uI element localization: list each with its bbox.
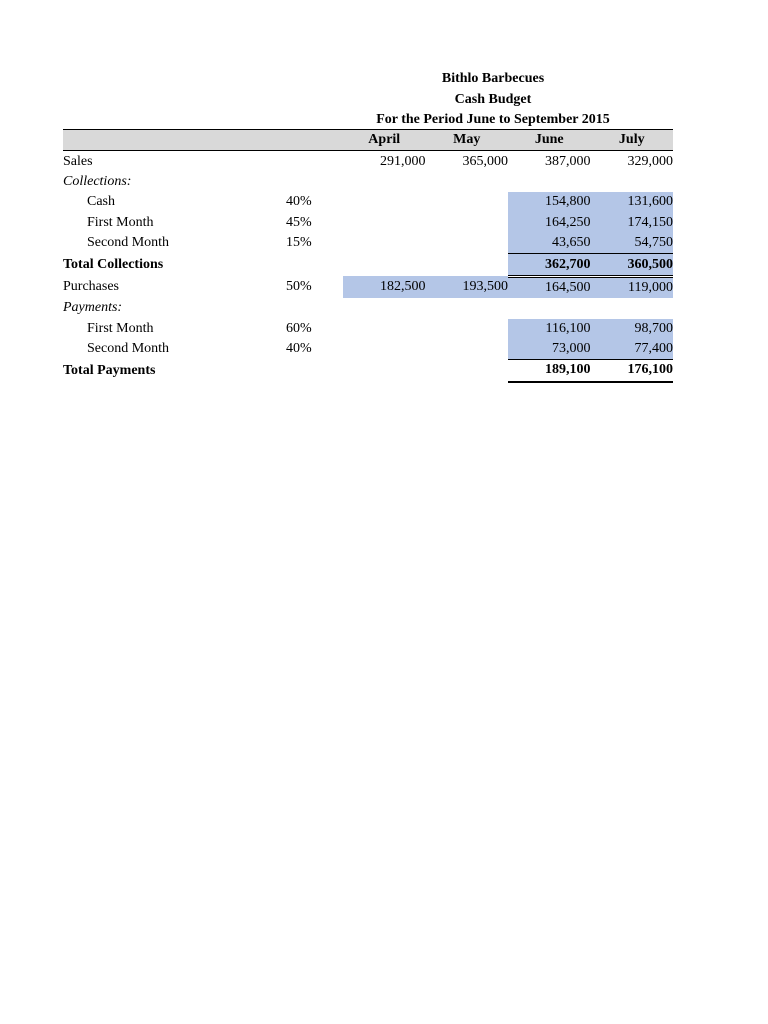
row-label: First Month [87, 320, 154, 336]
total-payments-july: 176,100 [591, 360, 674, 382]
row-first-month-payments [63, 319, 673, 339]
pct-cell: 60% [286, 320, 312, 336]
row-label: Second Month [87, 235, 170, 251]
row-first-month-collections [63, 213, 673, 233]
header-blank-label [63, 130, 286, 151]
pct-cell: 40% [286, 194, 312, 210]
report-period: For the Period June to September 2015 [376, 112, 610, 127]
column-header-row [63, 130, 673, 151]
first-month-pay-june: 116,100 [508, 319, 591, 339]
pct-cell: 15% [286, 235, 312, 251]
total-payments-june: 189,100 [508, 360, 591, 382]
header-blank-pct [286, 130, 343, 151]
column-header-july: July [591, 130, 674, 151]
row-label: Second Month [87, 341, 170, 357]
second-month-coll-july: 54,750 [591, 233, 674, 254]
row-label: Total Collections [63, 257, 164, 273]
second-month-pay-june: 73,000 [508, 339, 591, 360]
column-header-april: April [343, 130, 426, 151]
column-header-june: June [508, 130, 591, 151]
sales-may: 365,000 [462, 153, 508, 169]
sales-june: 387,000 [545, 153, 591, 169]
purchases-july: 119,000 [591, 276, 674, 298]
row-label: Total Payments [63, 362, 156, 378]
row-label: Payments: [63, 300, 123, 316]
first-month-coll-july: 174,150 [591, 213, 674, 233]
row-label: Collections: [63, 173, 132, 189]
pct-cell: 45% [286, 214, 312, 230]
row-collections-heading [63, 172, 673, 192]
first-month-pay-july: 98,700 [591, 319, 674, 339]
pct-cell: 50% [286, 279, 312, 295]
total-collections-july: 360,500 [591, 254, 674, 276]
purchases-may: 193,500 [426, 276, 509, 298]
pct-cell [286, 151, 343, 172]
report-title: Cash Budget [454, 92, 532, 107]
cash-july: 131,600 [591, 192, 674, 212]
cash-june: 154,800 [508, 192, 591, 212]
row-payments-heading [63, 298, 673, 318]
row-label: First Month [87, 214, 154, 230]
row-purchases [63, 276, 673, 298]
row-total-payments [63, 360, 673, 382]
row-cash [63, 192, 673, 212]
purchases-june: 164,500 [508, 276, 591, 298]
cash-budget-table [63, 129, 673, 383]
second-month-pay-july: 77,400 [591, 339, 674, 360]
column-header-may: May [426, 130, 509, 151]
sales-april: 291,000 [380, 153, 426, 169]
row-label: Sales [63, 153, 93, 169]
total-collections-june: 362,700 [508, 254, 591, 276]
row-label: Cash [87, 194, 115, 210]
purchases-april: 182,500 [343, 276, 426, 298]
sales-july: 329,000 [627, 153, 673, 169]
first-month-coll-june: 164,250 [508, 213, 591, 233]
pct-cell: 40% [286, 341, 312, 357]
company-name: Bithlo Barbecues [441, 71, 545, 86]
row-second-month-collections [63, 233, 673, 254]
row-label: Purchases [63, 279, 119, 295]
row-second-month-payments [63, 339, 673, 360]
second-month-coll-june: 43,650 [508, 233, 591, 254]
row-total-collections [63, 254, 673, 276]
row-sales [63, 151, 673, 172]
